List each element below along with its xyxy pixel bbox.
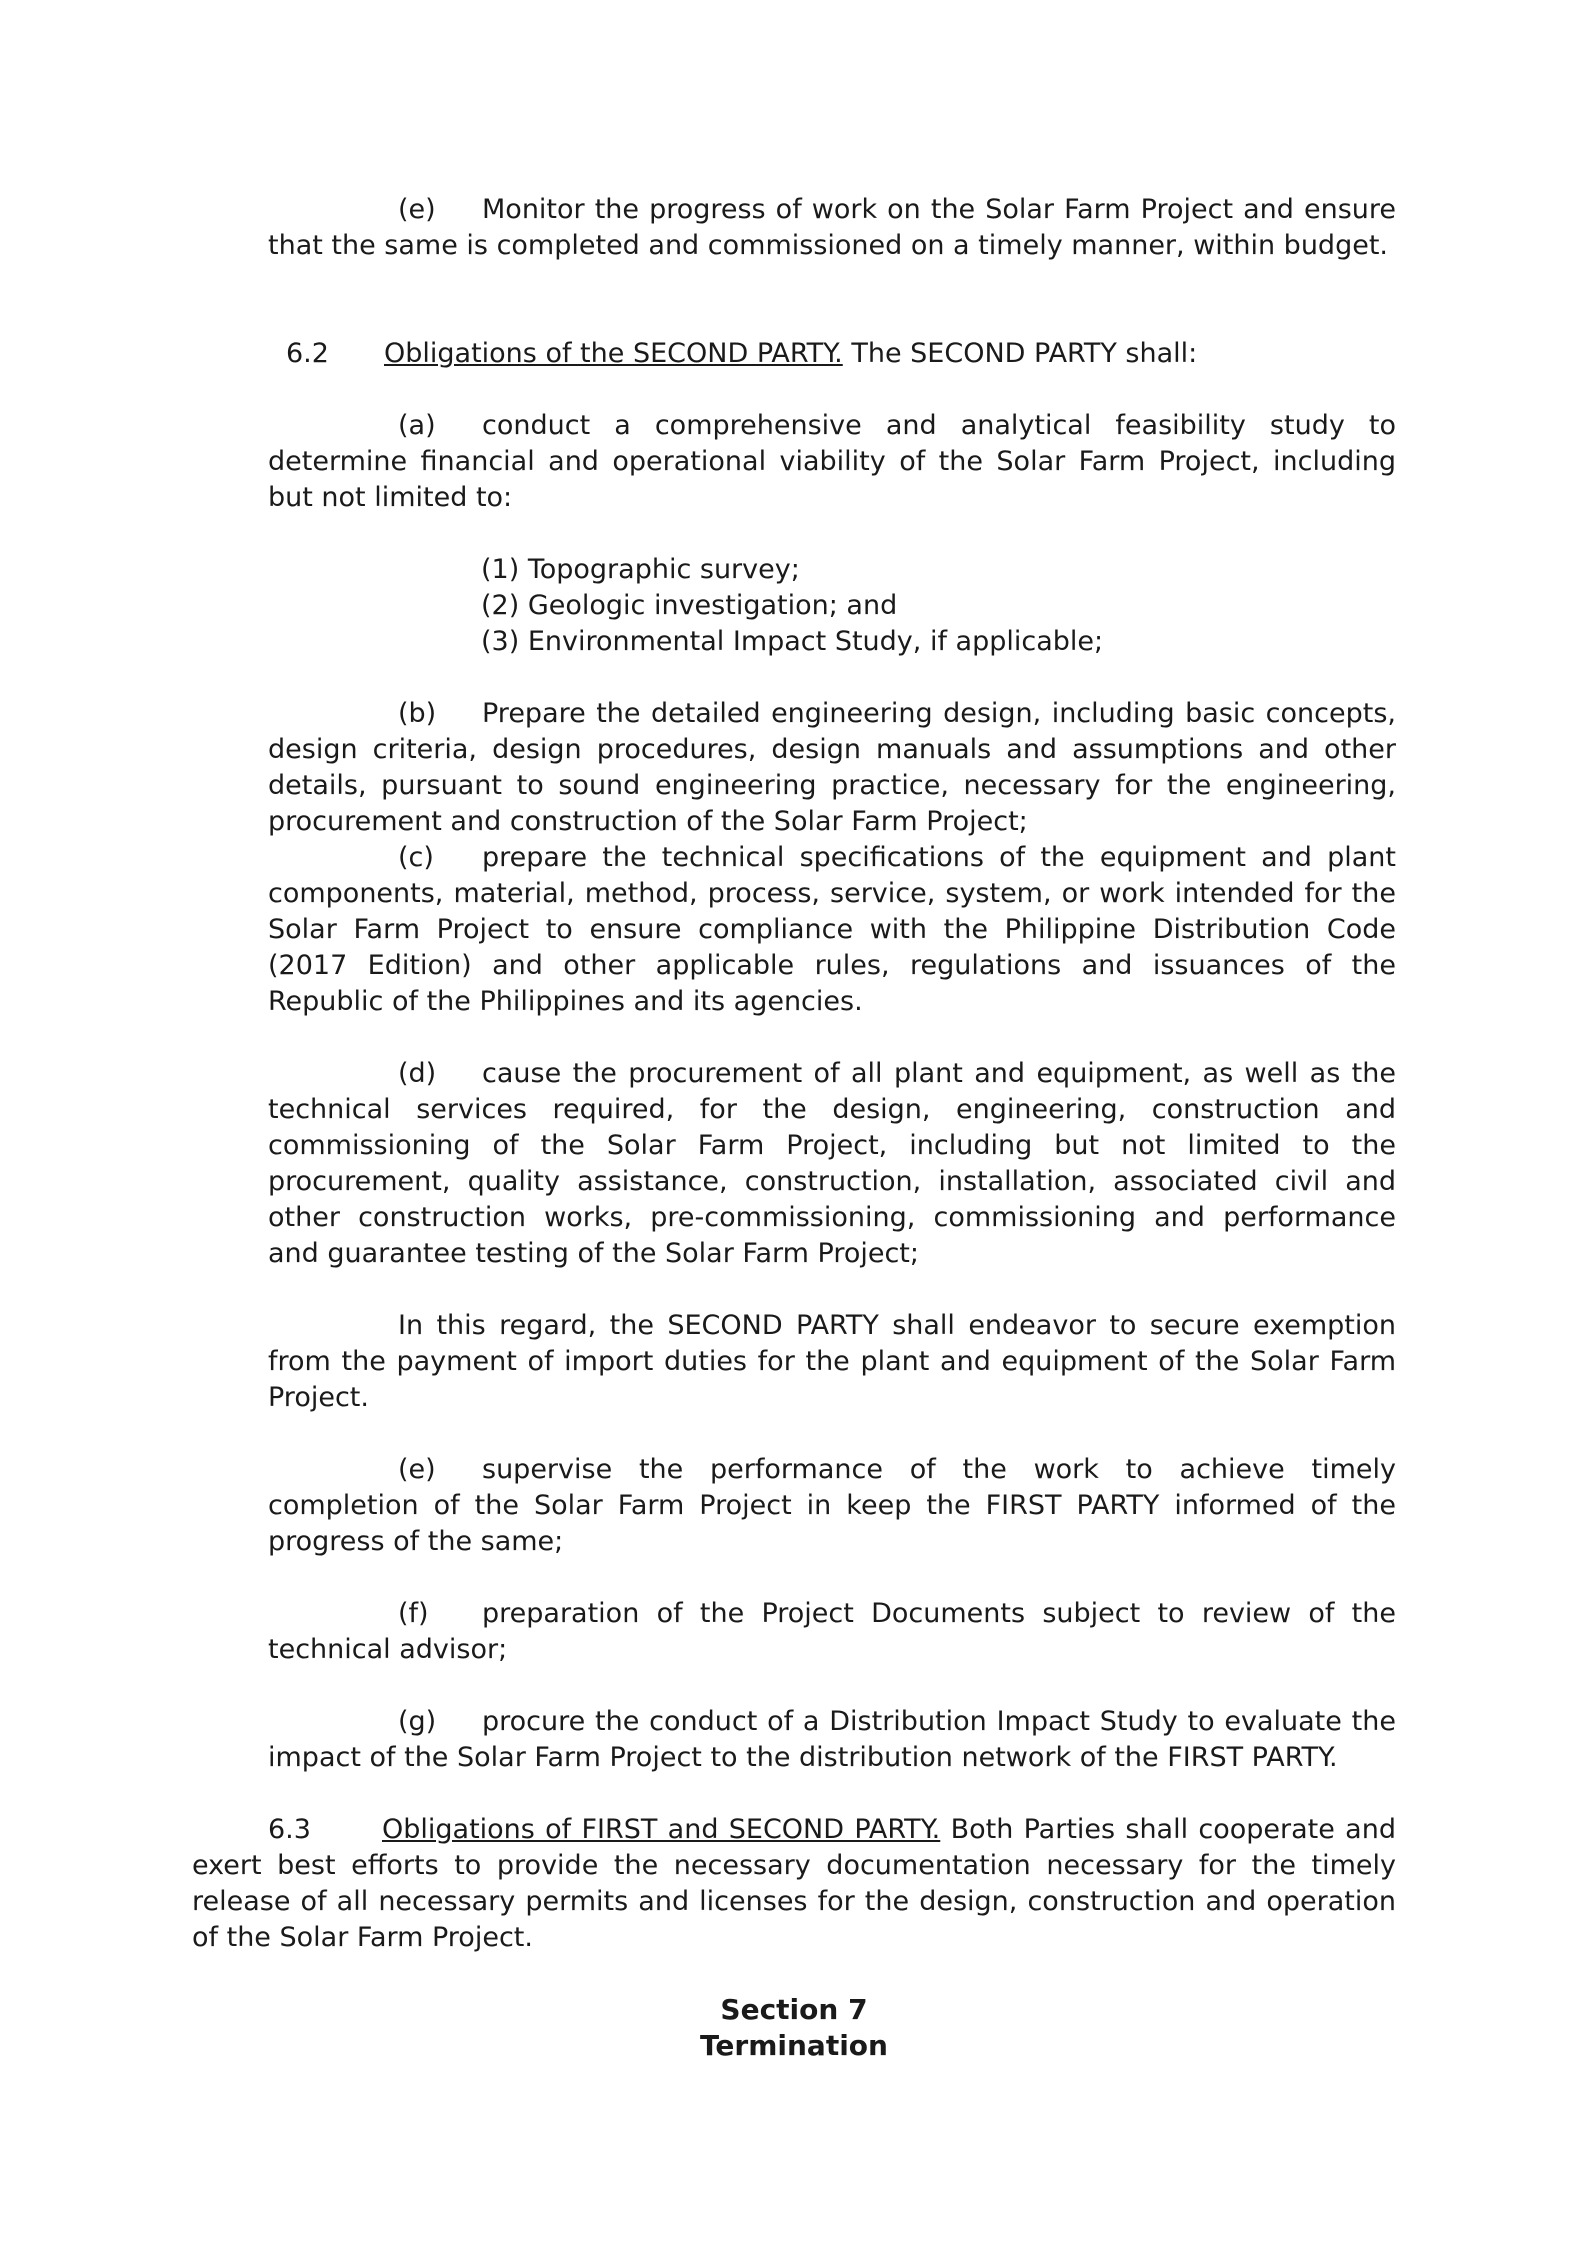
clause-number: 6.3 [268,1814,311,1845]
paragraph-f [268,1596,1396,1668]
item-text: prepare the technical specifications of the equipment and plant components, material, method, process, service, system, or work intended for the Solar Farm Project to ensure compliance with the Philippine Distribution Code (2017 Edition) and other applicable rules, regulations and issuances of the Republic of the Philippines and its agencies. [268,842,1396,1017]
feasibility-list [481,552,1103,660]
section-7-heading: Section 7 [720,1993,868,2026]
list-item: (3) Environmental Impact Study, if applicable; [481,626,1104,657]
paragraph-g [268,1704,1396,1776]
clause-title: Obligations of the SECOND PARTY. [384,338,843,369]
item-label: (e) [398,1454,436,1485]
section-6-2-heading [286,336,1396,372]
item-text: preparation of the Project Documents subject to review of the technical advisor; [268,1598,1396,1665]
item-label: (d) [398,1058,437,1089]
section-6-3 [192,1812,1396,1956]
paragraph-a [268,408,1396,516]
item-text: Prepare the detailed engineering design, including basic concepts, design criteria, design procedures, design manuals and assumptions and other details, pursuant to sound engineering practice, necessary for the engineering, procurement and construction of the Solar Farm Project; [268,698,1396,837]
item-text: Monitor the progress of work on the Solar Farm Project and ensure that the same is completed and commissioned on a timely manner, within budget. [268,194,1396,261]
item-label: (c) [398,842,434,873]
item-label: (f) [398,1598,429,1629]
item-text: conduct a comprehensive and analytical feasibility study to determine financial and operational viability of the Solar Farm Project, including but not limited to: [268,410,1396,513]
paragraph-b [268,696,1396,840]
item-text: supervise the performance of the work to achieve timely completion of the Solar Farm Project in keep the FIRST PARTY informed of the progress of the same; [268,1454,1396,1557]
list-item: (2) Geologic investigation; and [481,590,898,621]
list-item: (1) Topographic survey; [481,554,800,585]
item-label: (b) [398,698,437,729]
paragraph-e [268,1452,1396,1560]
item-label: (g) [398,1706,437,1737]
paragraph-c [268,840,1396,1020]
paragraph-6-1-e [268,192,1396,264]
section-7-title: Termination [700,2029,888,2062]
paragraph-d [268,1056,1396,1272]
clause-text: Both Parties shall cooperate and exert best efforts to provide the necessary documentation necessary for the timely release of all necessary permits and licenses for the design, construction and operation of the Solar Farm Project. [192,1814,1396,1953]
paragraph-import-duties [268,1308,1396,1416]
item-text: procure the conduct of a Distribution Impact Study to evaluate the impact of the Solar Farm Project to the distribution network of the FIRST PARTY. [268,1706,1396,1773]
clause-text: The SECOND PARTY shall: [851,338,1198,369]
clause-number: 6.2 [286,338,329,369]
item-label: (a) [398,410,436,441]
item-label: (e) [398,194,436,225]
item-text: In this regard, the SECOND PARTY shall endeavor to secure exemption from the payment of import duties for the plant and equipment of the Solar Farm Project. [268,1310,1396,1413]
clause-title: Obligations of FIRST and SECOND PARTY. [382,1814,941,1845]
item-text: cause the procurement of all plant and equipment, as well as the technical services required, for the design, engineering, construction and commissioning of the Solar Farm Project, including but not limited to the procurement, quality assistance, construction, installation, associated civil and other construction works, pre-commissioning, commissioning and performance and guarantee testing of the Solar Farm Project; [268,1058,1396,1269]
